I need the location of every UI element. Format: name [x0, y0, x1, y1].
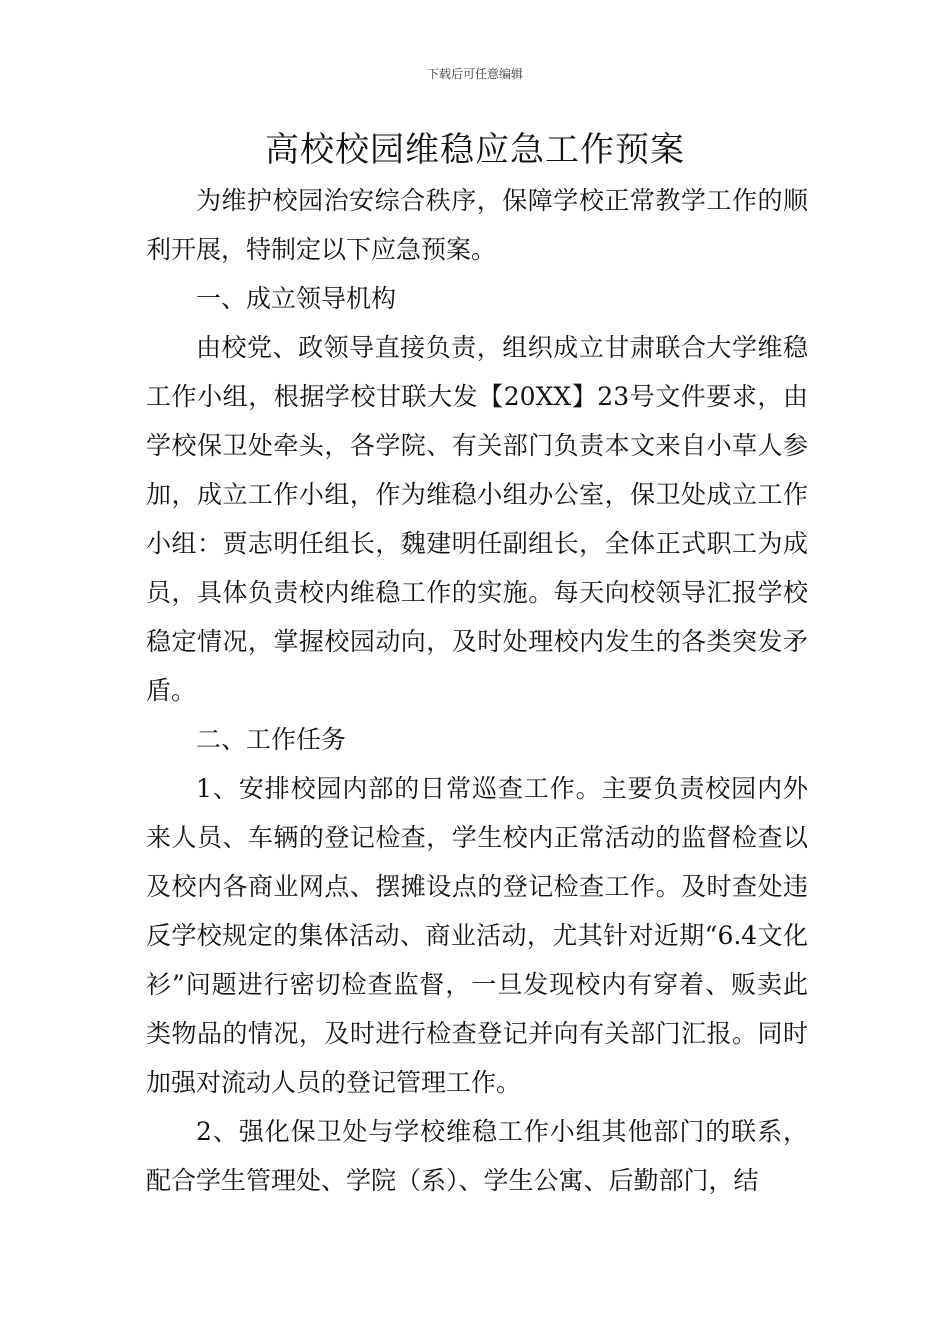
document-title: 高校校园维稳应急工作预案 — [265, 130, 685, 170]
paragraph-leadership: 由校党、政领导直接负责，组织成立甘肃联合大学维稳工作小组，根据学校甘联大发【20XX】23号文件要求，由学校保卫处牵头，各学院、有关部门负责本文来自小草人参加，成立工作小组，作为维稳小组办公室，保卫处成立工作小组：贾志明任组长，魏建明任副组长，全体正式职工为成员，具体负责校内维稳工作的实施。每天向校领导汇报学校稳定情况，掌握校园动向，及时处理校内发生的各类突发矛盾。 — [146, 333, 808, 705]
paragraph-task-2: 2、强化保卫处与学校维稳工作小组其他部门的联系，配合学生管理处、学院（系）、学生公寓、后勤部门，结 — [146, 1117, 808, 1195]
paragraph-task-1: 1、安排校园内部的日常巡查工作。主要负责校园内外来人员、车辆的登记检查，学生校内正常活动的监督检查以及校内各商业网点、摆摊设点的登记检查工作。及时查处违反学校规定的集体活动、商业活动，尤其针对近期“6.4文化衫”问题进行密切检查监督，一旦发现校内有穿着、贩卖此类物品的情况，及时进行检查登记并向有关部门汇报。同时加强对流动人员的登记管理工作。 — [146, 774, 808, 1097]
section-heading-1: 一、成立领导机构 — [196, 284, 397, 313]
paragraph-intro: 为维护校园治安综合秩序，保障学校正常教学工作的顺利开展，特制定以下应急预案。 — [146, 186, 808, 264]
section-heading-2: 二、工作任务 — [196, 725, 347, 754]
document-body — [146, 176, 808, 1205]
header-note: 下载后可任意编辑 — [426, 67, 523, 81]
